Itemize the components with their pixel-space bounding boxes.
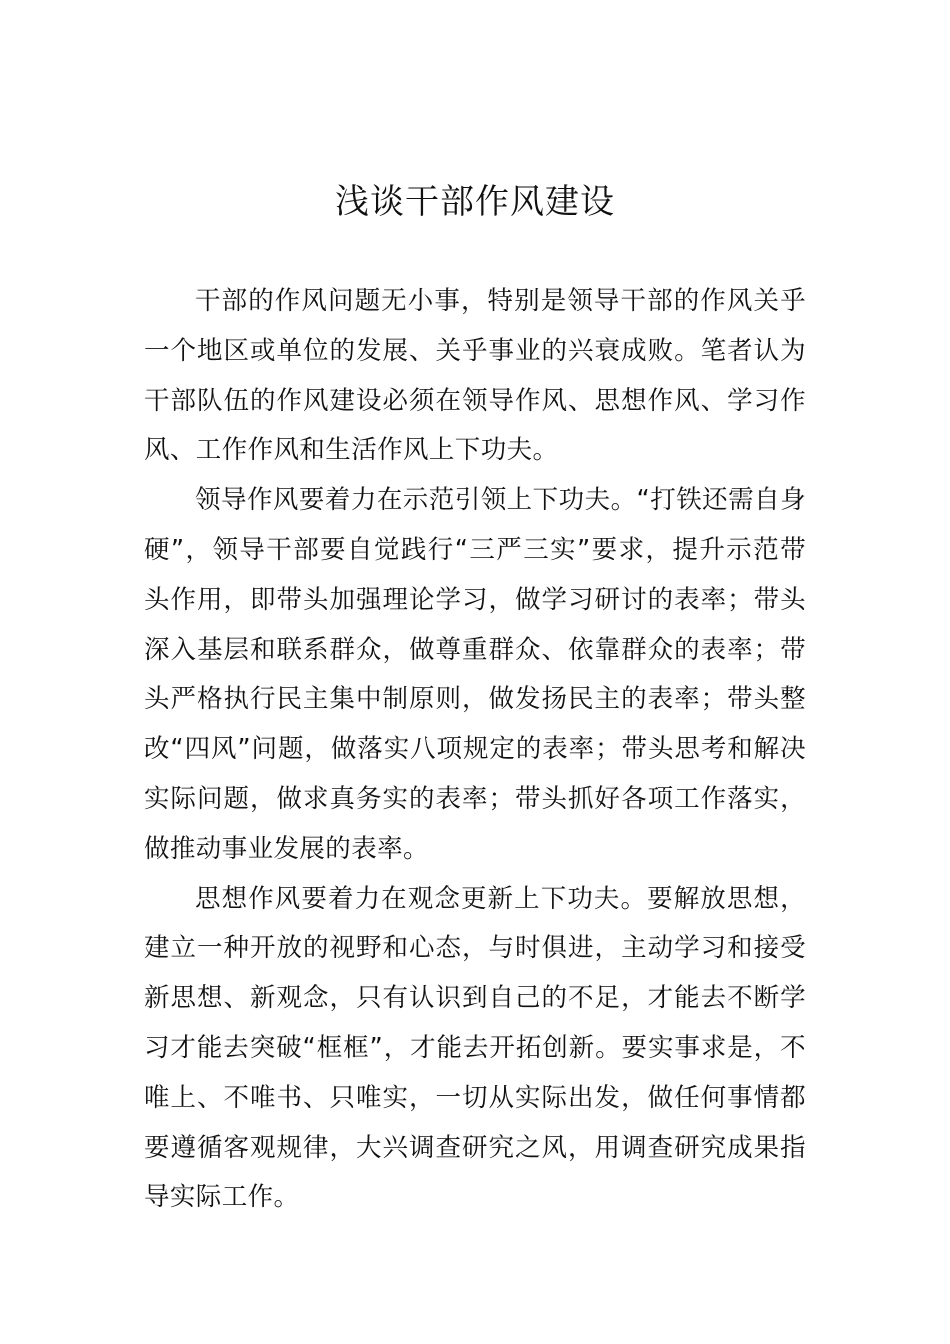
- paragraph-intro: 干部的作风问题无小事，特别是领导干部的作风关乎一个地区或单位的发展、关乎事业的兴衰成败。笔者认为干部队伍的作风建设必须在领导作风、思想作风、学习作风、工作作风和生活作风上下功夫。: [144, 286, 806, 466]
- paragraph-leadership-style: 领导作风要着力在示范引领上下功夫。“打铁还需自身硬”，领导干部要自觉践行“三严三实”要求，提升示范带头作用，即带头加强理论学习，做学习研讨的表率；带头深入基层和联系群众，做尊重群众、依靠群众的表率；带头严格执行民主集中制原则，做发扬民主的表率；带头整改“四风”问题，做落实八项规定的表率；带头思考和解决实际问题，做求真务实的表率；带头抓好各项工作落实，做推动事业发展的表率。: [144, 485, 806, 864]
- document-title: 浅谈干部作风建设: [335, 182, 615, 222]
- paragraph-thinking-style: 思想作风要着力在观念更新上下功夫。要解放思想，建立一种开放的视野和心态，与时俱进，主动学习和接受新思想、新观念，只有认识到自己的不足，才能去不断学习才能去突破“框框”，才能去开拓创新。要实事求是，不唯上、不唯书、只唯实，一切从实际出发，做任何事情都要遵循客观规律，大兴调查研究之风，用调查研究成果指导实际工作。: [144, 883, 806, 1213]
- document-body: [144, 277, 806, 1223]
